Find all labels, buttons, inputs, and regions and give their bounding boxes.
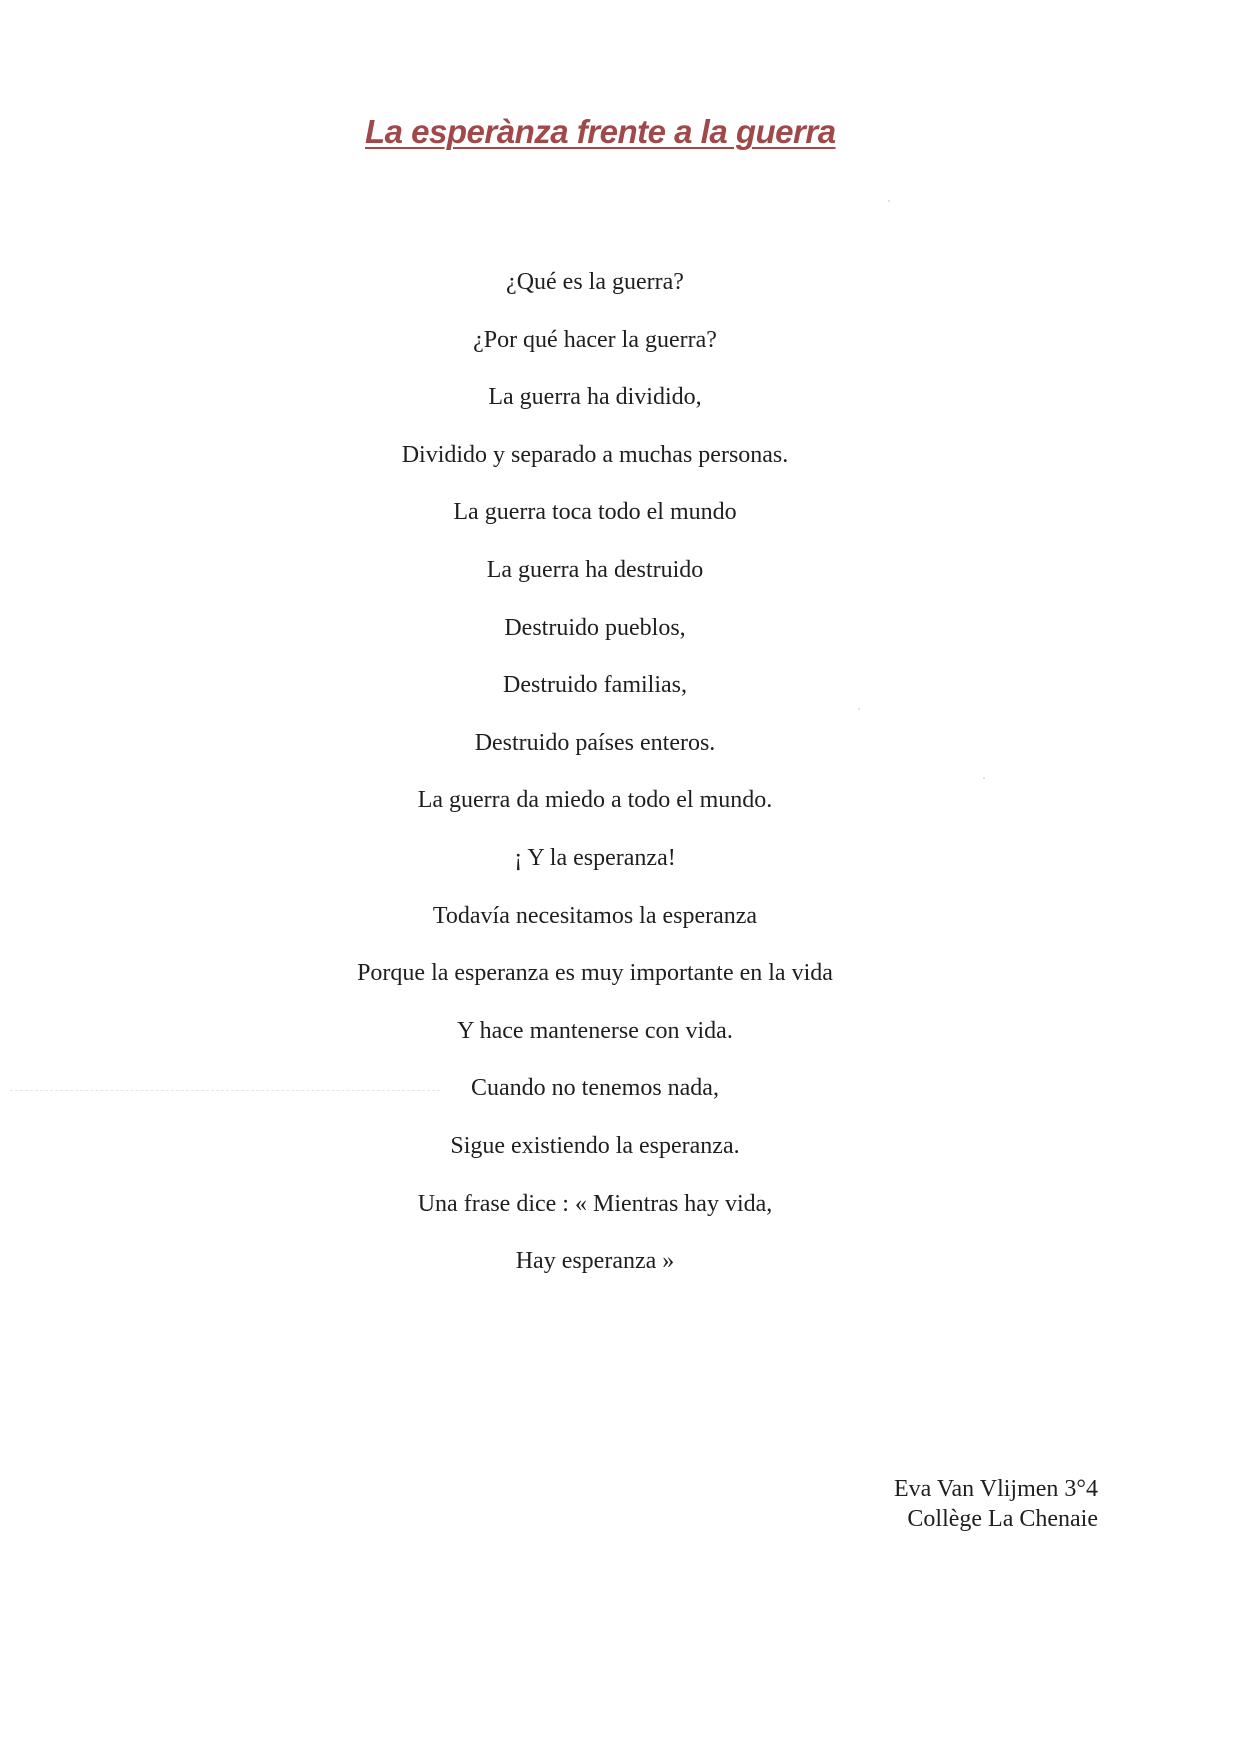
poem-title: La esperànza frente a la guerra [365,113,836,150]
poem-line: Porque la esperanza es muy importante en la vida [357,960,833,987]
poem-line: La guerra ha dividido, [488,384,702,411]
school-name: Collège La Chenaie [907,1506,1098,1532]
poem-line: Cuando no tenemos nada, [471,1075,719,1102]
scan-speck [888,200,890,202]
scan-speck [983,777,985,779]
poem-line: Hay esperanza » [515,1248,675,1275]
poem-line: Destruido pueblos, [504,614,686,641]
author-name: Eva Van Vlijmen 3°4 [893,1476,1098,1502]
signature-block [894,1474,1098,1534]
poem-line: ¿Por qué hacer la guerra? [473,326,717,353]
poem-line: ¡ Y la esperanza! [514,844,676,871]
scan-artifact-line [10,1090,440,1091]
poem-line: Dividido y separado a muchas personas. [401,441,789,468]
poem-line: ¿Qué es la guerra? [506,269,684,295]
poem-line: La guerra da miedo a todo el mundo. [417,787,773,814]
poem-line: Sigue existiendo la esperanza. [450,1132,740,1159]
scan-speck [858,708,860,710]
poem-body [0,265,1190,1302]
poem-line: Destruido familias, [503,672,687,699]
poem-line: Destruido países enteros. [474,729,716,756]
poem-line: Una frase dice : « Mientras hay vida, [417,1190,773,1217]
poem-line: Y hace mantenerse con vida. [457,1017,733,1044]
poem-line: La guerra toca todo el mundo [453,499,737,526]
poem-line: La guerra ha destruido [486,556,704,583]
poem-line: Todavía necesitamos la esperanza [432,902,758,929]
